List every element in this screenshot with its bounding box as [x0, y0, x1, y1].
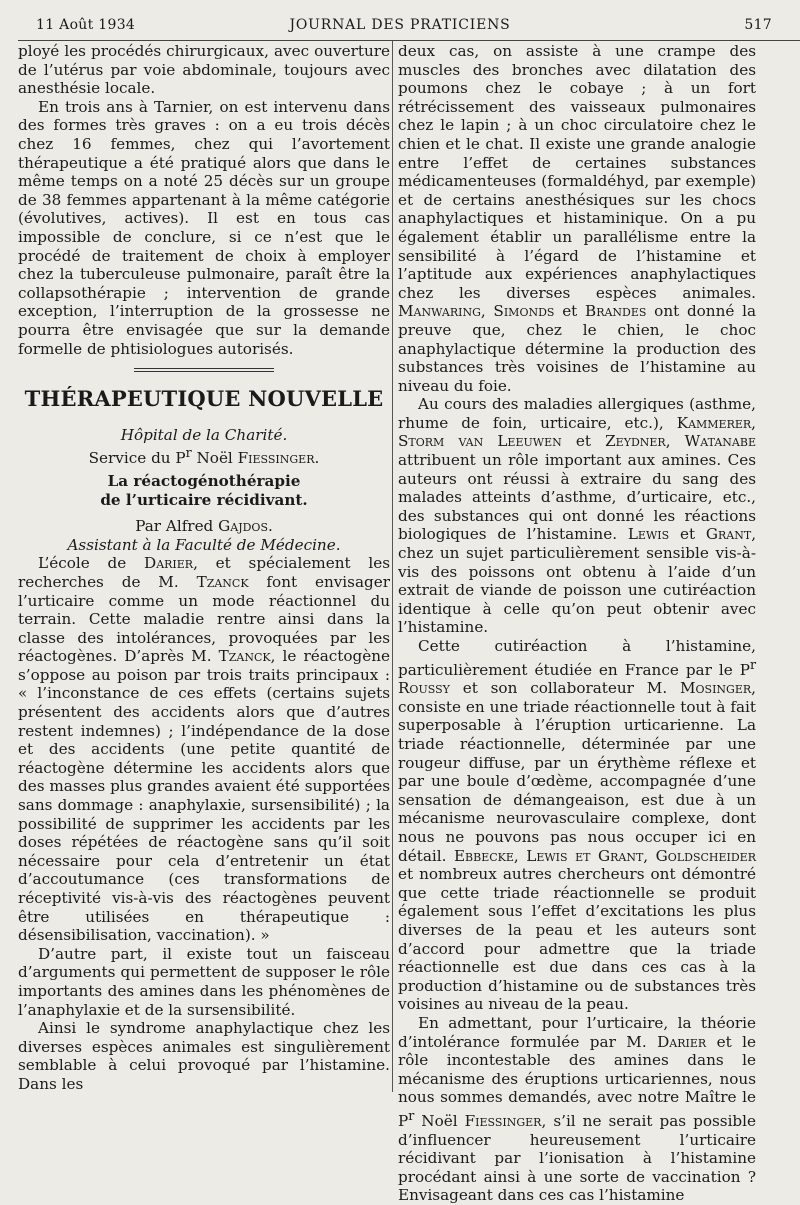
paragraph: Cette cutiréaction à l’histamine, particulièrement étudiée en France par le $P^r$ Roussy et son collaborateur M. Mosinger, consiste en une triade réactionnelle tout à fait superposable à l’éruption urticarienne. La triade réactionnelle, déterminée par une rougeur diffuse, par un érythème réflexe et par une boule d’œdème, accompagnée d’une sensation de démangeaison, est due à un mécanisme neurovasculaire complexe, dont nous ne pouvons pas nous occuper ici en détail. Ebbecke, Lewis et Grant, Goldscheider et nombreux autres chercheurs ont démontré que cette triade réactionnelle se produit également sous l’effet d’excitations les plus diverses de la peau et les auteurs sont d’accord pour admettre que la triade réactionnelle est due dans ces cas à la production d’histamine ou de substances très voisines au niveau de la peau. — [398, 637, 756, 1014]
paragraph: En admettant, pour l’urticaire, la théorie d’intolérance formulée par M. Darier et le rôle incontestable des amines dans le mécanisme des éruptions urticariennes, nous nous sommes demandés, avec notre Maître le $P^r$ Noël Fiessinger, s’il ne serait pas possible d’influencer heureusement l’urticaire récidivant par l’ionisation à l’histamine procédant ainsi à une sorte de vaccination ? Envisageant dans ces cas l’histamine — [398, 1013, 756, 1205]
service-line: Service du $P^r$ Noël Fiessinger. — [88, 445, 320, 468]
author-line: Par Alfred Gajdos. — [135, 517, 273, 536]
section-separator — [134, 368, 274, 372]
column-divider — [392, 41, 393, 1092]
paragraph: deux cas, on assiste à une crampe des muscles des bronches avec dilatation des poumons chez le cobaye ; à un fort rétrécissement des vaisseaux pulmonaires chez le lapin ; à un choc circulatoire chez le chien et le chat. Il existe une grande analogie entre l’effet de certaines substances médicamenteuses (formaldéhyd, par exemple) et de certains anesthésiques sur les chocs anaphylactiques et histaminique. On a pu également établir un parallélisme entre la sensibilité à l’égard de l’histamine et l’aptitude aux expériences anaphylactiques chez les diverses espèces animales. Manwaring, Simonds et Brandes ont donné la preuve que, chez le chien, le choc anaphylactique détermine la production des substances très voisines de l’histamine au niveau du foie. — [398, 42, 757, 395]
right-column — [398, 42, 756, 1205]
paragraph: Au cours des maladies allergiques (asthme, rhume de foin, urticaire, etc.), Kammerer, Storm van Leeuwen et Zeydner, Watanabe attribuent un rôle important aux amines. Ces auteurs ont réussi à extraire du sang des malades atteints d’asthme, d’urticaire, etc., des substances qui ont donné les réactions biologiques de l’histamine. Lewis et Grant, chez un sujet particulièrement sensible vis-à-vis des poissons ont obtenu à l’aide d’un extrait de viande de poisson une cutiréaction identique à celle qu’on peut obtenir avec l’histamine. — [398, 395, 757, 637]
left-column — [18, 42, 390, 1094]
page-header — [0, 0, 800, 44]
paragraph: ployé les procédés chirurgicaux, avec ouverture de l’utérus par voie abdominale, toujours avec anesthésie locale. — [18, 42, 390, 98]
section-title: THÉRAPEUTIQUE NOUVELLE — [24, 386, 384, 412]
header-journal-title: JOURNAL DES PRATICIENS — [289, 17, 511, 33]
header-rule — [18, 40, 800, 41]
paragraph: D’autre part, il existe tout un faisceau d’arguments qui permettent de supposer le rôle importants des amines dans les phénomènes de l’anaphylaxie et de la sursensibilité. — [18, 944, 390, 1019]
header-date: 11 Août 1934 — [36, 17, 136, 33]
header-page-number: 517 — [744, 17, 772, 33]
paragraph: L’école de Darier, et spécialement les recherches de M. Tzanck font envisager l’urticaire comme un mode réactionnel du terrain. Cette maladie rentre ainsi dans la classe des intolérances, provoquées par les réactogènes. D’après M. Tzanck, le réactogène s’oppose au poison par trois traits principaux : « l’inconstance de ces effets (certains sujets présentent des accidents alors que d’autres restent indemnes) ; l’indépendance de la dose et des accidents (une petite quantité de réactogène détermine les accidents alors que des masses plus grandes avaient été supportées sans dommage : anaphylaxie, sursensibilité) ; la possibilité de supprimer les accidents par les doses répétées de réactogène sans qu’il soit nécessaire pour cela d’entretenir un état d’accoutumance (ces transformations de réceptivité vis-à-vis des réactogènes peuvent être utilisées en thérapeutique : désensibilisation, vaccination). » — [18, 554, 390, 945]
author-affiliation: Assistant à la Faculté de Médecine. — [67, 535, 341, 554]
paragraph: Ainsi le syndrome anaphylactique chez les diverses espèces animales est singulièrement semblable à celui provoqué par l’histamine. Dans les — [18, 1019, 390, 1093]
article-title: La réactogénothérapie de l’urticaire récidivant. — [100, 471, 308, 509]
paragraph: En trois ans à Tarnier, on est intervenu dans des formes très graves : on a eu trois décès chez 16 femmes, chez qui l’avortement thérapeutique a été pratiqué alors que dans le même temps on a noté 25 décès sur un groupe de 38 femmes appartenant à la même catégorie (évolutives, actives). Il est en tous cas impossible de conclure, si ce n’est que le procédé de traitement de choix à employer chez la tuberculeuse pulmonaire, paraît être la collapsothérapie ; intervention de grande exception, l’interruption de la grossesse ne pourra être envisagée que sur la demande formelle de phtisiologues autorisés. — [18, 97, 390, 358]
hospital-line: Hôpital de la Charité. — [120, 425, 288, 444]
